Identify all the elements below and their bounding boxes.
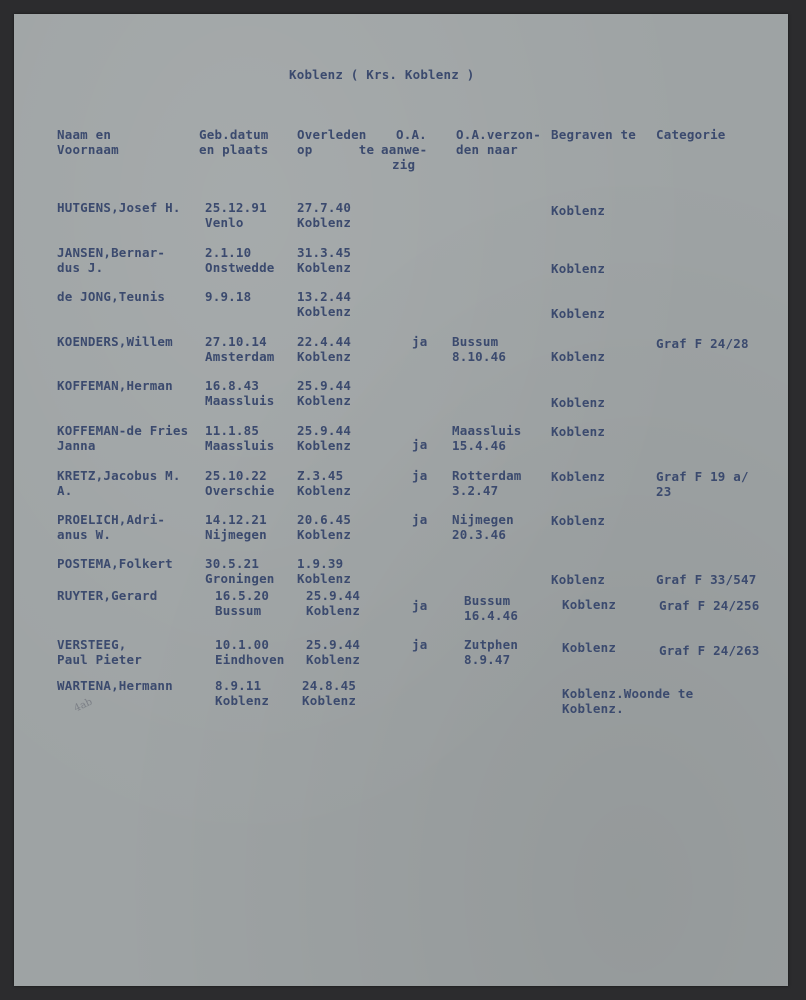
header-died-2: op te — [297, 142, 375, 157]
record-buried: Koblenz — [551, 513, 606, 528]
record-death-date: 24.8.45 — [302, 678, 357, 693]
record-birth-date: 25.12.91 — [205, 200, 267, 215]
record-birth-place: Nijmegen — [205, 527, 267, 542]
record-category: Graf F 24/28 — [656, 336, 749, 351]
record-death-place: Koblenz — [297, 260, 352, 275]
header-name-2: Voornaam — [57, 142, 119, 157]
header-birth-2: en plaats — [199, 142, 269, 157]
record-buried: Koblenz — [551, 572, 606, 587]
record-name: RUYTER,Gerard — [57, 588, 158, 603]
record-name: KRETZ,Jacobus M. — [57, 468, 181, 483]
record-sent-date: 8.10.46 — [452, 349, 507, 364]
record-oa-present: ja — [412, 598, 428, 613]
record-buried: Koblenz — [551, 349, 606, 364]
handwritten-note: 4ab — [72, 696, 95, 715]
record-buried: Koblenz — [551, 203, 606, 218]
record-death-date: 25.9.44 — [297, 378, 352, 393]
record-oa-present: ja — [412, 468, 428, 483]
record-name: de JONG,Teunis — [57, 289, 166, 304]
record-sent-date: 8.9.47 — [464, 652, 511, 667]
record-name: HUTGENS,Josef H. — [57, 200, 181, 215]
record-death-place: Koblenz — [302, 693, 357, 708]
record-oa-present: ja — [412, 334, 428, 349]
record-death-place: Koblenz — [297, 393, 352, 408]
record-name-cont: anus W. — [57, 527, 112, 542]
record-death-place: Koblenz — [297, 304, 352, 319]
record-birth-place: Eindhoven — [215, 652, 285, 667]
record-buried: Koblenz — [562, 597, 617, 612]
record-buried: Koblenz — [551, 395, 606, 410]
record-buried: Koblenz — [551, 469, 606, 484]
record-name-cont: A. — [57, 483, 73, 498]
record-category: Graf F 19 a/ — [656, 469, 749, 484]
record-birth-place: Onstwedde — [205, 260, 275, 275]
record-birth-date: 25.10.22 — [205, 468, 267, 483]
record-death-place: Koblenz — [297, 349, 352, 364]
record-category-cont: 23 — [656, 484, 672, 499]
record-name: KOFFEMAN-de Fries — [57, 423, 189, 438]
record-birth-place: Maassluis — [205, 393, 275, 408]
record-birth-date: 11.1.85 — [205, 423, 260, 438]
record-death-date: 31.3.45 — [297, 245, 352, 260]
page-title: Koblenz ( Krs. Koblenz ) — [289, 67, 475, 82]
record-death-date: 27.7.40 — [297, 200, 352, 215]
record-birth-place: Groningen — [205, 571, 275, 586]
header-birth-1: Geb.datum — [199, 127, 269, 142]
record-birth-place: Overschie — [205, 483, 275, 498]
record-birth-date: 8.9.11 — [215, 678, 262, 693]
record-sent-to: Bussum — [464, 593, 511, 608]
record-birth-date: 16.8.43 — [205, 378, 260, 393]
record-death-date: 25.9.44 — [297, 423, 352, 438]
record-name-cont: dus J. — [57, 260, 104, 275]
record-death-place: Koblenz — [297, 215, 352, 230]
record-buried: Koblenz — [551, 306, 606, 321]
record-category: Koblenz. — [562, 701, 624, 716]
record-buried: Koblenz.Woonde te — [562, 686, 694, 701]
record-sent-date: 15.4.46 — [452, 438, 507, 453]
record-name-cont: Paul Pieter — [57, 652, 142, 667]
header-sent-2: den naar — [456, 142, 518, 157]
header-buried: Begraven te — [551, 127, 636, 142]
header-oa-3: zig — [392, 157, 416, 172]
record-name: WARTENA,Hermann — [57, 678, 173, 693]
record-death-date: 25.9.44 — [306, 588, 361, 603]
record-death-place: Koblenz — [297, 438, 352, 453]
header-oa-1: O.A. — [396, 127, 427, 142]
record-sent-to: Bussum — [452, 334, 499, 349]
record-death-place: Koblenz — [306, 603, 361, 618]
record-death-date: 1.9.39 — [297, 556, 344, 571]
record-name-cont: Janna — [57, 438, 96, 453]
record-oa-present: ja — [412, 437, 428, 452]
record-sent-to: Rotterdam — [452, 468, 522, 483]
record-category: Graf F 33/547 — [656, 572, 757, 587]
record-birth-place: Maassluis — [205, 438, 275, 453]
header-oa-2: aanwe- — [381, 142, 428, 157]
record-birth-place: Koblenz — [215, 693, 270, 708]
header-category: Categorie — [656, 127, 726, 142]
record-name: VERSTEEG, — [57, 637, 127, 652]
record-buried: Koblenz — [551, 261, 606, 276]
record-birth-place: Amsterdam — [205, 349, 275, 364]
record-death-date: 25.9.44 — [306, 637, 361, 652]
record-birth-date: 10.1.00 — [215, 637, 270, 652]
record-birth-date: 16.5.20 — [215, 588, 270, 603]
record-birth-date: 27.10.14 — [205, 334, 267, 349]
record-death-date: 22.4.44 — [297, 334, 352, 349]
record-birth-date: 30.5.21 — [205, 556, 260, 571]
record-buried: Koblenz — [551, 424, 606, 439]
record-name: KOENDERS,Willem — [57, 334, 173, 349]
record-death-date: 13.2.44 — [297, 289, 352, 304]
record-sent-to: Maassluis — [452, 423, 522, 438]
record-death-place: Koblenz — [306, 652, 361, 667]
record-category: Graf F 24/256 — [659, 598, 760, 613]
record-birth-date: 14.12.21 — [205, 512, 267, 527]
record-name: JANSEN,Bernar- — [57, 245, 166, 260]
record-sent-date: 16.4.46 — [464, 608, 519, 623]
record-sent-to: Zutphen — [464, 637, 519, 652]
record-category: Graf F 24/263 — [659, 643, 760, 658]
record-birth-date: 9.9.18 — [205, 289, 252, 304]
record-death-place: Koblenz — [297, 483, 352, 498]
record-buried: Koblenz — [562, 640, 617, 655]
record-sent-to: Nijmegen — [452, 512, 514, 527]
header-sent-1: O.A.verzon- — [456, 127, 541, 142]
record-death-place: Koblenz — [297, 571, 352, 586]
record-oa-present: ja — [412, 637, 428, 652]
header-died-1: Overleden — [297, 127, 367, 142]
record-death-date: 20.6.45 — [297, 512, 352, 527]
record-name: KOFFEMAN,Herman — [57, 378, 173, 393]
record-death-date: Z.3.45 — [297, 468, 344, 483]
header-name-1: Naam en — [57, 127, 112, 142]
record-death-place: Koblenz — [297, 527, 352, 542]
record-oa-present: ja — [412, 512, 428, 527]
record-birth-date: 2.1.10 — [205, 245, 252, 260]
record-sent-date: 3.2.47 — [452, 483, 499, 498]
record-name: POSTEMA,Folkert — [57, 556, 173, 571]
record-birth-place: Venlo — [205, 215, 244, 230]
record-name: PROELICH,Adri- — [57, 512, 166, 527]
record-birth-place: Bussum — [215, 603, 262, 618]
record-sent-date: 20.3.46 — [452, 527, 507, 542]
